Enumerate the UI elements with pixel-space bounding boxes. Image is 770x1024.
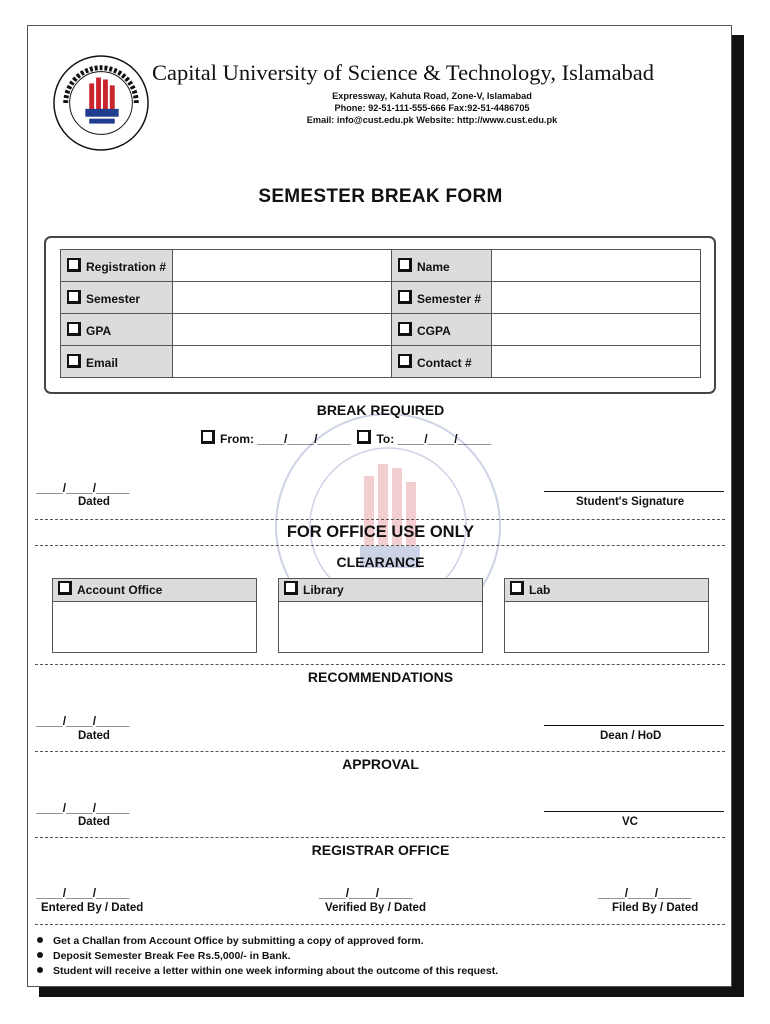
break-required-heading: BREAK REQUIRED [316, 402, 445, 418]
registration-label: Registration # [61, 250, 173, 282]
approval-dated-label: Dated [78, 816, 110, 828]
divider [35, 664, 725, 665]
note-item: Student will receive a letter within one week informing about the outcome of this request. [37, 965, 498, 977]
lab-box[interactable] [504, 578, 709, 653]
account-office-box[interactable] [52, 578, 257, 653]
filed-date-blank[interactable]: ____/____/_____ [598, 886, 692, 900]
checkbox-icon[interactable] [58, 581, 72, 595]
address-line: Expressway, Kahuta Road, Zone-V, Islamabad [332, 91, 532, 101]
recommendations-heading: RECOMMENDATIONS [307, 669, 454, 685]
vc-label: VC [622, 816, 638, 828]
registration-field[interactable] [173, 250, 392, 282]
gpa-field[interactable] [173, 314, 392, 346]
semester-label: Semester [61, 282, 173, 314]
recommendation-date-blank[interactable]: ____/____/_____ [36, 714, 130, 728]
entered-by-label: Entered By / Dated [41, 902, 144, 914]
dean-signature-line[interactable] [544, 725, 724, 726]
library-header: Library [279, 579, 482, 602]
university-name: Capital University of Science & Technology, Islamabad [152, 60, 655, 85]
contact-label: Contact # [392, 346, 492, 378]
semester-no-label: Semester # [392, 282, 492, 314]
registrar-heading: REGISTRAR OFFICE [311, 842, 450, 858]
account-office-header: Account Office [53, 579, 256, 602]
divider [35, 837, 725, 838]
checkbox-icon[interactable] [398, 322, 412, 336]
name-field[interactable] [492, 250, 701, 282]
clearance-heading: CLEARANCE [336, 554, 425, 570]
checkbox-icon[interactable] [67, 290, 81, 304]
checkbox-icon[interactable] [398, 354, 412, 368]
name-label: Name [392, 250, 492, 282]
semester-field[interactable] [173, 282, 392, 314]
recommendation-dated-label: Dated [78, 730, 110, 742]
office-use-heading: FOR OFFICE USE ONLY [286, 523, 475, 541]
university-logo [52, 54, 150, 152]
approval-heading: APPROVAL [342, 756, 419, 772]
gpa-label: GPA [61, 314, 173, 346]
student-signature-line[interactable] [544, 491, 724, 492]
from-checkbox-icon[interactable] [201, 430, 215, 444]
note-item: Get a Challan from Account Office by submitting a copy of approved form. [37, 935, 424, 947]
divider [35, 545, 725, 546]
form-title: SEMESTER BREAK FORM [258, 186, 503, 207]
vc-signature-line[interactable] [544, 811, 724, 812]
to-label: To: [376, 432, 395, 446]
semester-no-field[interactable] [492, 282, 701, 314]
form-page [27, 25, 732, 987]
email-field[interactable] [173, 346, 392, 378]
divider [35, 924, 725, 925]
checkbox-icon[interactable] [67, 354, 81, 368]
checkbox-icon[interactable] [284, 581, 298, 595]
from-date-blank[interactable]: ____/____/_____ [257, 432, 351, 446]
checkbox-icon[interactable] [510, 581, 524, 595]
checkbox-icon[interactable] [67, 322, 81, 336]
verified-date-blank[interactable]: ____/____/_____ [319, 886, 413, 900]
contact-line: Email: info@cust.edu.pk Website: http://www.cust.edu.pk [306, 115, 558, 125]
approval-date-blank[interactable]: ____/____/_____ [36, 801, 130, 815]
bullet-icon [37, 952, 43, 958]
student-signature-label: Student's Signature [576, 496, 685, 508]
to-date-blank[interactable]: ____/____/_____ [397, 432, 491, 446]
library-box[interactable] [278, 578, 483, 653]
student-dated-label: Dated [78, 496, 110, 508]
bullet-icon [37, 937, 43, 943]
cgpa-field[interactable] [492, 314, 701, 346]
break-dates [201, 430, 491, 446]
student-date-blank[interactable]: ____/____/_____ [36, 481, 130, 495]
checkbox-icon[interactable] [398, 290, 412, 304]
from-label: From: [220, 432, 254, 446]
note-item: Deposit Semester Break Fee Rs.5,000/- in Bank. [37, 950, 291, 962]
bullet-icon [37, 967, 43, 973]
entered-date-blank[interactable]: ____/____/_____ [36, 886, 130, 900]
cgpa-label: CGPA [392, 314, 492, 346]
lab-header: Lab [505, 579, 708, 602]
contact-field[interactable] [492, 346, 701, 378]
filed-by-label: Filed By / Dated [612, 902, 699, 914]
verified-by-label: Verified By / Dated [325, 902, 426, 914]
to-checkbox-icon[interactable] [357, 430, 371, 444]
dean-label: Dean / HoD [600, 730, 662, 742]
student-info-table [60, 249, 701, 378]
checkbox-icon[interactable] [398, 258, 412, 272]
phone-line: Phone: 92-51-111-555-666 Fax:92-51-4486705 [334, 103, 530, 113]
divider [35, 751, 725, 752]
divider [35, 519, 725, 520]
email-label: Email [61, 346, 173, 378]
checkbox-icon[interactable] [67, 258, 81, 272]
